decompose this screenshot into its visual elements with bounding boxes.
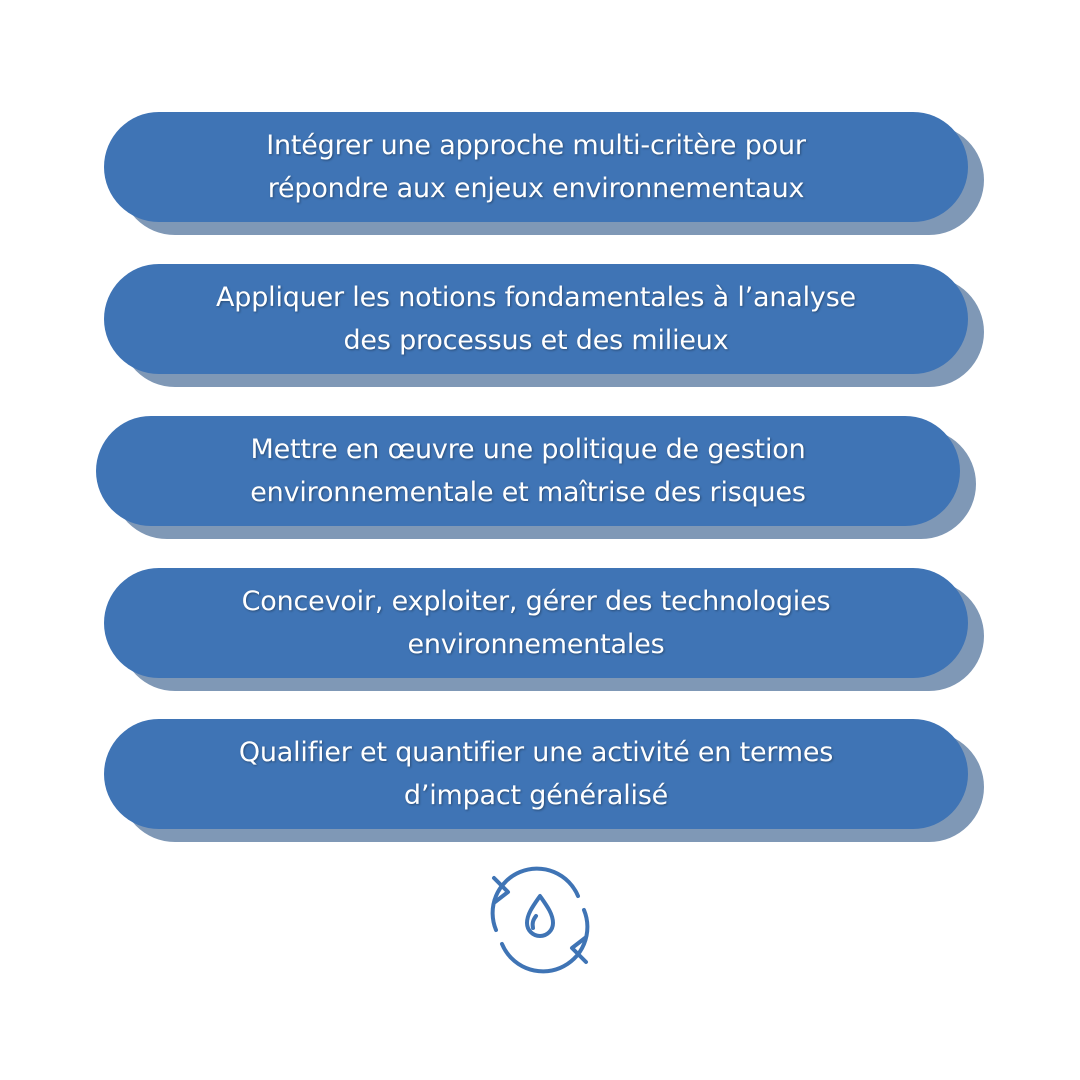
item-2-line-2: des processus et des milieux — [343, 325, 729, 356]
item-2 — [104, 264, 968, 374]
item-1-line-1: Intégrer une approche multi-critère pour — [266, 130, 806, 161]
item-4-line-2: environnementales — [407, 629, 665, 660]
item-1 — [104, 112, 968, 222]
item-3-line-2: environnementale et maîtrise des risques — [250, 477, 806, 508]
item-1-pill — [104, 112, 968, 222]
water-cycle-icon — [486, 866, 594, 974]
item-1-line-2: répondre aux enjeux environnementaux — [267, 173, 805, 204]
item-3-line-1: Mettre en œuvre une politique de gestion — [250, 434, 806, 465]
item-4 — [104, 568, 968, 678]
item-5 — [104, 719, 968, 829]
item-3 — [96, 416, 960, 526]
item-2-pill — [104, 264, 968, 374]
item-3-pill — [96, 416, 960, 526]
item-5-pill — [104, 719, 968, 829]
item-5-line-2: d’impact généralisé — [403, 780, 669, 811]
item-5-line-1: Qualifier et quantifier une activité en termes — [238, 737, 834, 768]
item-2-line-1: Appliquer les notions fondamentales à l’analyse — [216, 282, 856, 313]
item-4-pill — [104, 568, 968, 678]
item-4-line-1: Concevoir, exploiter, gérer des technologies — [241, 586, 831, 617]
